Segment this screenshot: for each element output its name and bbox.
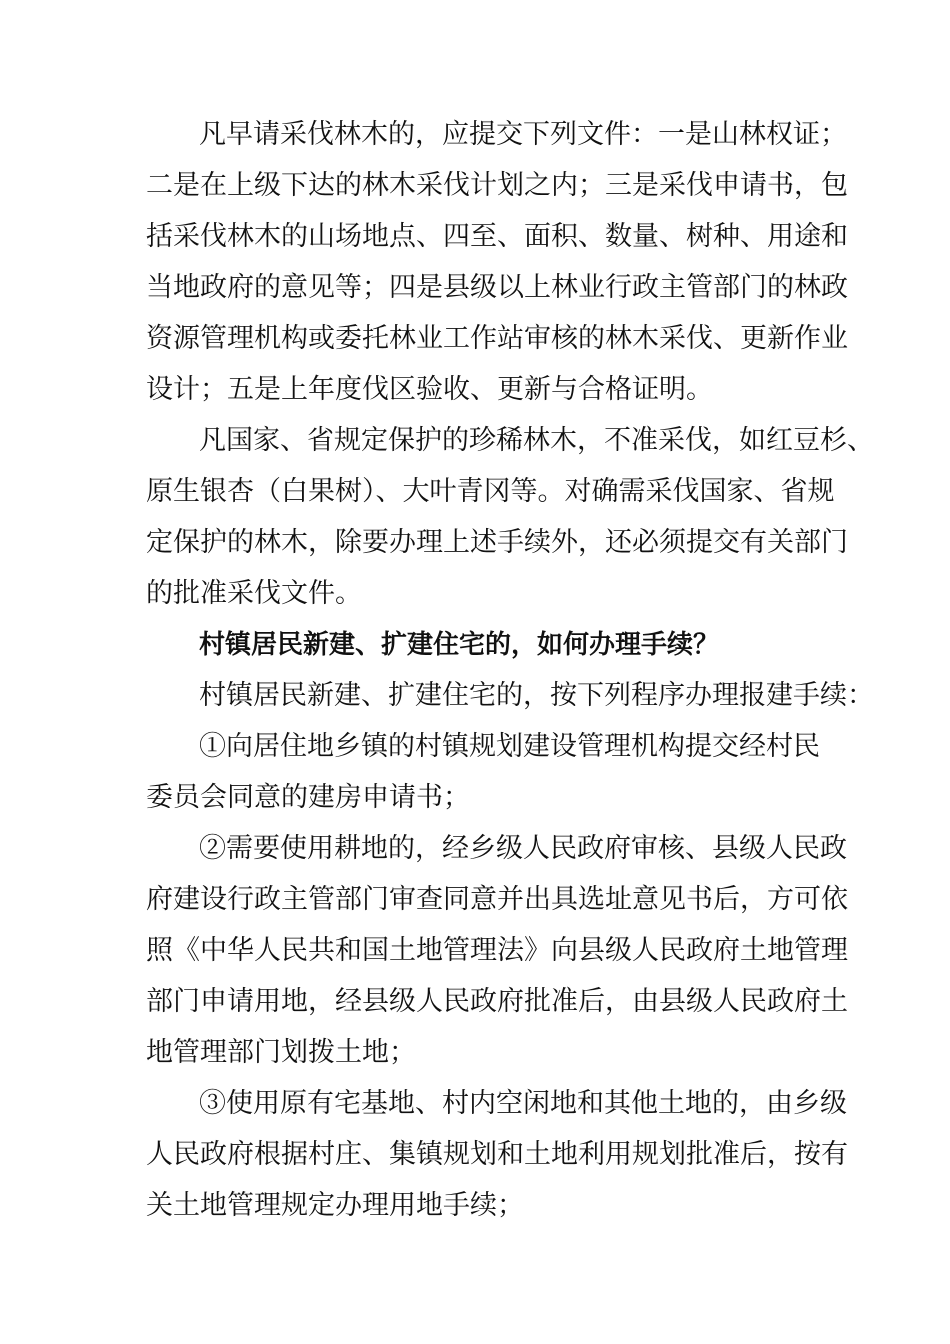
paragraph-2-line-2: 原生银杏（白果树）、大叶青冈等。对确需采伐国家、省规 — [146, 476, 835, 507]
step-3-line-2: 人民政府根据村庄、集镇规划和土地利用规划批准后，按有 — [146, 1139, 848, 1170]
paragraph-1-line-3: 括采伐林木的山场地点、四至、面积、数量、树种、用途和 — [146, 221, 848, 252]
step-3-line-3: 关土地管理规定办理用地手续； — [146, 1190, 524, 1221]
paragraph-2-line-3: 定保护的林木，除要办理上述手续外，还必须提交有关部门 — [146, 527, 848, 558]
paragraph-4-line-1: 村镇居民新建、扩建住宅的，按下列程序办理报建手续： — [199, 680, 874, 711]
step-1-line-2: 委员会同意的建房申请书； — [146, 782, 470, 813]
step-2-line-2: 府建设行政主管部门审查同意并出具选址意见书后，方可依 — [146, 884, 848, 915]
step-1-line-1: ①向居住地乡镇的村镇规划建设管理机构提交经村民 — [199, 731, 820, 762]
section-heading: 村镇居民新建、扩建住宅的，如何办理手续？ — [199, 630, 720, 660]
step-2-line-1: ②需要使用耕地的，经乡级人民政府审核、县级人民政 — [199, 833, 847, 864]
step-2-line-3: 照《中华人民共和国土地管理法》向县级人民政府土地管理 — [146, 935, 848, 966]
step-3-line-1: ③使用原有宅基地、村内空闲地和其他土地的，由乡级 — [199, 1088, 847, 1119]
paragraph-1-line-2: 二是在上级下达的林木采伐计划之内；三是采伐申请书，包 — [146, 170, 848, 201]
paragraph-1-line-1: 凡早请采伐林木的，应提交下列文件：一是山林权证； — [199, 119, 847, 150]
paragraph-1-line-6: 设计；五是上年度伐区验收、更新与合格证明。 — [146, 374, 713, 405]
paragraph-2-line-4: 的批准采伐文件。 — [146, 578, 362, 609]
paragraph-1-line-5: 资源管理机构或委托林业工作站审核的林木采伐、更新作业 — [146, 323, 848, 354]
step-2-line-5: 地管理部门划拨土地； — [146, 1037, 416, 1068]
paragraph-2-line-1: 凡国家、省规定保护的珍稀林木，不准采伐，如红豆杉、 — [199, 425, 874, 456]
paragraph-1-line-4: 当地政府的意见等；四是县级以上林业行政主管部门的林政 — [146, 272, 848, 303]
step-2-line-4: 部门申请用地，经县级人民政府批准后，由县级人民政府土 — [146, 986, 848, 1017]
